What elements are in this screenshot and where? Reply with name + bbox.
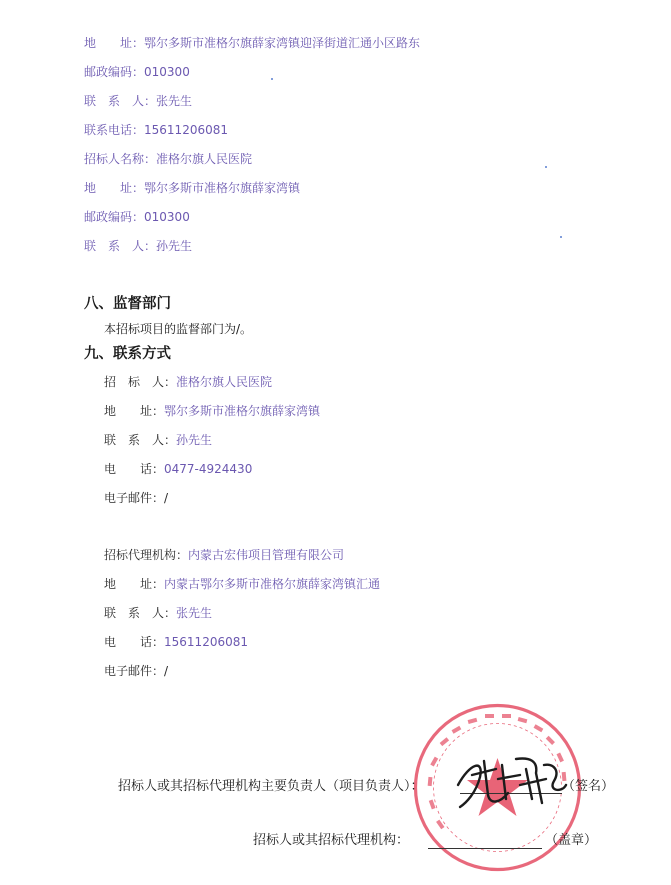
- phone-label: 电 话：: [104, 635, 165, 649]
- signature-line-label: 招标人或其招标代理机构主要负责人（项目负责人）：: [118, 779, 424, 794]
- phone-value: 15611206081: [144, 123, 228, 137]
- phone-row-1: [84, 122, 228, 138]
- phone-label: 电 话：: [104, 462, 165, 476]
- contact-value: 孙先生: [156, 239, 193, 253]
- postcode-value: 010300: [144, 210, 190, 224]
- agency-row: [104, 547, 344, 563]
- phone-value: 15611206081: [164, 635, 248, 649]
- agency-email-row: [104, 663, 168, 679]
- signature-suffix: （签名）: [562, 779, 615, 794]
- tenderer-name-row: [84, 151, 252, 167]
- handwritten-signature: [450, 745, 570, 815]
- tenderer-name-value: 准格尔旗人民医院: [156, 152, 253, 166]
- agency-contact-row: [104, 605, 212, 621]
- contact-label: 联 系 人：: [84, 94, 157, 108]
- address-row-2: [84, 180, 300, 196]
- address-label: 地 址：: [84, 181, 145, 195]
- phone-value: 0477-4924430: [164, 462, 253, 476]
- agency-value: 内蒙古宏伟项目管理有限公司: [188, 548, 345, 562]
- postcode-value: 010300: [144, 65, 190, 79]
- address-value: 鄂尔多斯市准格尔旗薛家湾镇迎泽街道汇通小区路东: [144, 36, 421, 50]
- contact-value: 孙先生: [176, 433, 213, 447]
- address-row-1: [84, 35, 420, 51]
- email-value: /: [164, 664, 169, 678]
- section-9-heading: 九、联系方式: [84, 346, 171, 362]
- tenderer-row: [104, 374, 272, 390]
- phone-label: 联系电话：: [84, 123, 145, 137]
- agency-label: 招标代理机构：: [104, 548, 189, 562]
- section-8-heading: 八、监督部门: [84, 296, 171, 312]
- scan-speck: [271, 78, 273, 80]
- tenderer-phone-row: [104, 461, 252, 477]
- scan-speck: [560, 236, 562, 238]
- contact-label: 联 系 人：: [84, 239, 157, 253]
- postcode-row-2: [84, 209, 190, 225]
- address-label: 地 址：: [104, 577, 165, 591]
- contact-value: 张先生: [176, 606, 213, 620]
- contact-label: 联 系 人：: [104, 606, 177, 620]
- tenderer-email-row: [104, 490, 168, 506]
- seal-suffix: （盖章）: [545, 833, 598, 848]
- contact-row-2: [84, 238, 192, 254]
- postcode-label: 邮政编码：: [84, 65, 145, 79]
- email-value: /: [164, 491, 169, 505]
- postcode-row-1: [84, 64, 190, 80]
- email-label: 电子邮件：: [104, 664, 165, 678]
- address-value: 鄂尔多斯市准格尔旗薛家湾镇: [164, 404, 321, 418]
- address-value: 鄂尔多斯市准格尔旗薛家湾镇: [144, 181, 301, 195]
- tenderer-address-row: [104, 403, 320, 419]
- address-value: 内蒙古鄂尔多斯市准格尔旗薛家湾镇汇通: [164, 577, 381, 591]
- agency-phone-row: [104, 634, 248, 650]
- address-label: 地 址：: [84, 36, 145, 50]
- address-label: 地 址：: [104, 404, 165, 418]
- seal-line-label: 招标人或其招标代理机构：: [253, 833, 410, 848]
- tenderer-value: 准格尔旗人民医院: [176, 375, 273, 389]
- agency-address-row: [104, 576, 380, 592]
- email-label: 电子邮件：: [104, 491, 165, 505]
- tenderer-contact-row: [104, 432, 212, 448]
- contact-label: 联 系 人：: [104, 433, 177, 447]
- tenderer-name-label: 招标人名称：: [84, 152, 157, 166]
- postcode-label: 邮政编码：: [84, 210, 145, 224]
- section-8-text: 本招标项目的监督部门为/。: [104, 322, 253, 336]
- scan-speck: [545, 166, 547, 168]
- seal-underline: [428, 848, 542, 849]
- contact-row-1: [84, 93, 192, 109]
- tenderer-label: 招 标 人：: [104, 375, 177, 389]
- contact-value: 张先生: [156, 94, 193, 108]
